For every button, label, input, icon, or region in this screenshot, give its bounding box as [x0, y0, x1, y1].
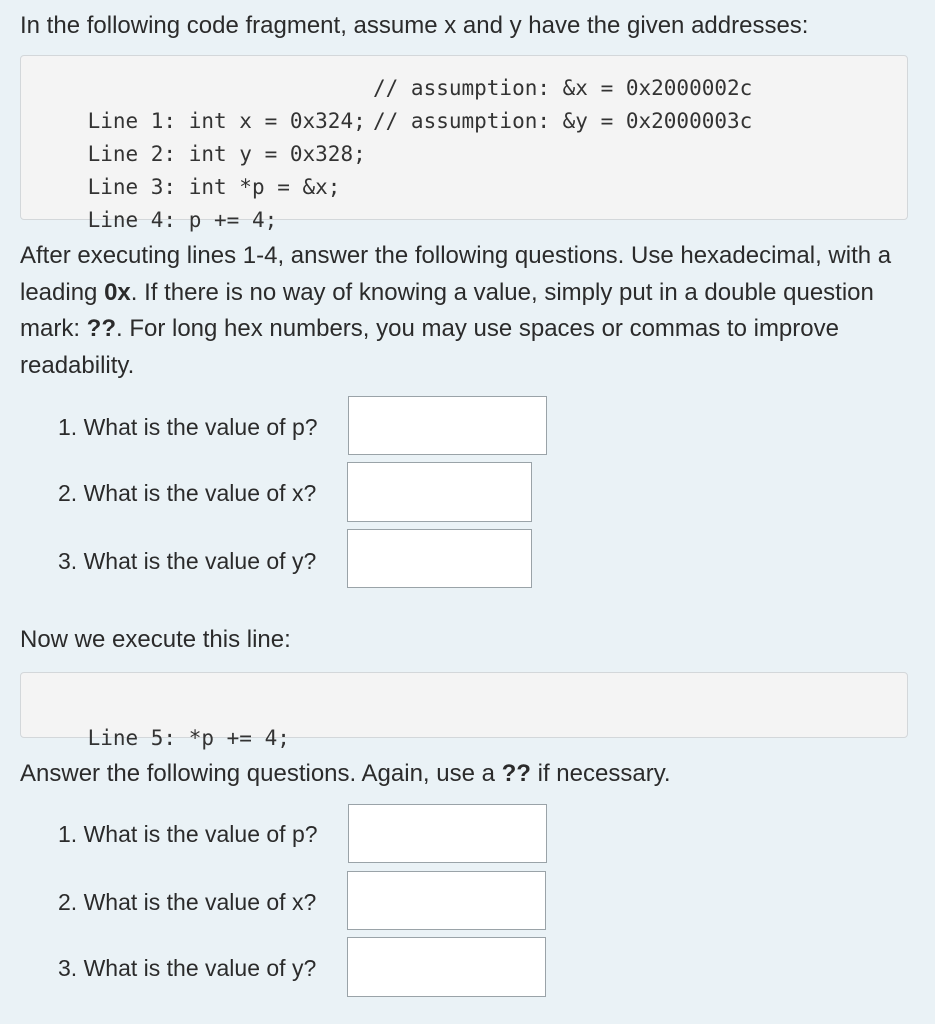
- intro-text: In the following code fragment, assume x and y have the given addresses:: [20, 12, 809, 39]
- instructions-part-3: . For long hex numbers, you may use spaces or commas to improve readability.: [20, 315, 839, 379]
- code-block-lines-1-4: [20, 55, 908, 232]
- code-line-2-code: Line 2: int y = 0x328;: [87, 142, 366, 166]
- instructions-bold-unknown: ??: [86, 315, 116, 342]
- code-line-4-code: Line 4: p += 4;: [87, 208, 278, 232]
- answer-2-y-input[interactable]: [347, 937, 546, 997]
- answer-prompt-part-1: Answer the following questions. Again, use a: [20, 760, 502, 787]
- question-1-x-label: 2. What is the value of x?: [58, 480, 317, 506]
- code-line-3-code: Line 3: int *p = &x;: [87, 175, 341, 199]
- code-line-2-comment: // assumption: &y = 0x2000003c: [373, 109, 753, 133]
- answer-2-x-input[interactable]: [347, 871, 546, 930]
- question-1-p-label: 1. What is the value of p?: [58, 414, 318, 440]
- answer-2-p-input[interactable]: [348, 804, 547, 863]
- question-2-y-label: 3. What is the value of y?: [58, 955, 317, 981]
- code-line-2: [21, 105, 907, 166]
- instructions-part-1: After executing lines 1-4, answer the following questions. Use hexadecimal, with a leading: [20, 242, 892, 306]
- answer-prompt-bold: ??: [501, 760, 531, 787]
- answer-1-x-input[interactable]: [347, 462, 532, 522]
- instructions-part-2: . If there is no way of knowing a value, simply put in a double question mark:: [20, 278, 874, 342]
- code-block-line-5: [20, 672, 908, 750]
- code-line-1-comment: // assumption: &x = 0x2000002c: [373, 76, 753, 100]
- instructions-text: [20, 238, 915, 384]
- code-line-3: [21, 138, 907, 199]
- question-1-y-label: 3. What is the value of y?: [58, 548, 317, 574]
- answer-1-p-input[interactable]: [348, 396, 547, 455]
- code-line-4: [21, 171, 907, 232]
- answer-1-y-input[interactable]: [347, 529, 532, 588]
- code-line-5: [21, 689, 907, 750]
- code-line-1-code: Line 1: int x = 0x324;: [87, 109, 366, 133]
- transition-text: Now we execute this line:: [20, 626, 291, 653]
- code-line-5-code: Line 5: *p += 4;: [87, 726, 290, 750]
- question-2-p-label: 1. What is the value of p?: [58, 821, 318, 847]
- answer-prompt-part-2: if necessary.: [530, 760, 671, 787]
- instructions-bold-prefix: 0x: [104, 278, 131, 306]
- answer-prompt-text: [20, 756, 915, 793]
- question-2-x-label: 2. What is the value of x?: [58, 889, 317, 915]
